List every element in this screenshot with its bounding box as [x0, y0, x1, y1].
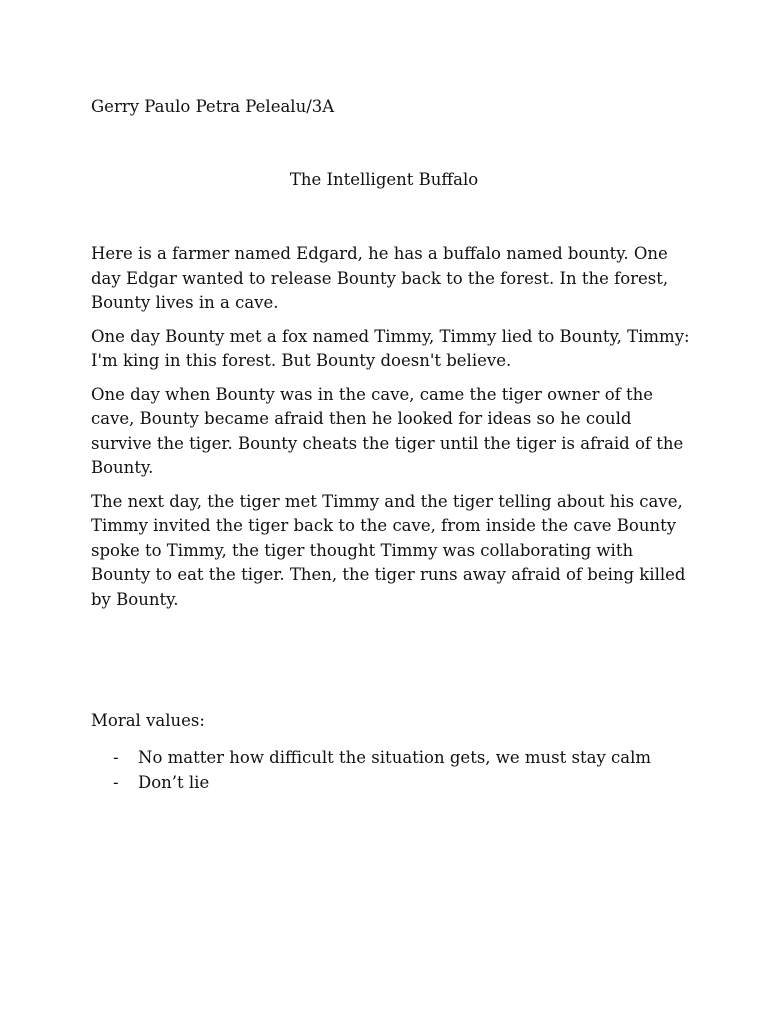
author-line: Gerry Paulo Petra Pelealu/3A	[91, 97, 335, 116]
story-paragraph: One day when Bounty was in the cave, came the tiger owner of the cave, Bounty became afraid then he looked for ideas so he could survive the tiger. Bounty cheats the tiger until the tiger is afraid of the Bounty.	[91, 384, 684, 477]
story-body	[91, 242, 691, 621]
moral-value-text: No matter how difficult the situation gets, we must stay calm	[138, 748, 652, 767]
list-item	[91, 771, 651, 796]
story-paragraph: Here is a farmer named Edgard, he has a buffalo named bounty. One day Edgar wanted to release Bounty back to the forest. In the forest, Bounty lives in a cave.	[91, 244, 669, 312]
bullet-dash: -	[113, 748, 119, 767]
moral-value-text: Don’t lie	[138, 772, 210, 792]
moral-values-heading: Moral values:	[91, 711, 205, 730]
document-title: The Intelligent Buffalo	[289, 170, 479, 189]
story-paragraph: The next day, the tiger met Timmy and the tiger telling about his cave, Timmy invited the tiger back to the cave, from inside the cave Bounty spoke to Timmy, the tiger thought Timmy was collaborating with Bounty to eat the tiger. Then, the tiger runs away afraid of being killed by Bounty.	[91, 491, 686, 609]
moral-values-list	[91, 746, 651, 795]
bullet-dash: -	[113, 772, 119, 792]
story-paragraph: One day Bounty met a fox named Timmy, Timmy lied to Bounty, Timmy: I'm king in this forest. But Bounty doesn't believe.	[91, 326, 690, 370]
list-item	[91, 746, 651, 771]
